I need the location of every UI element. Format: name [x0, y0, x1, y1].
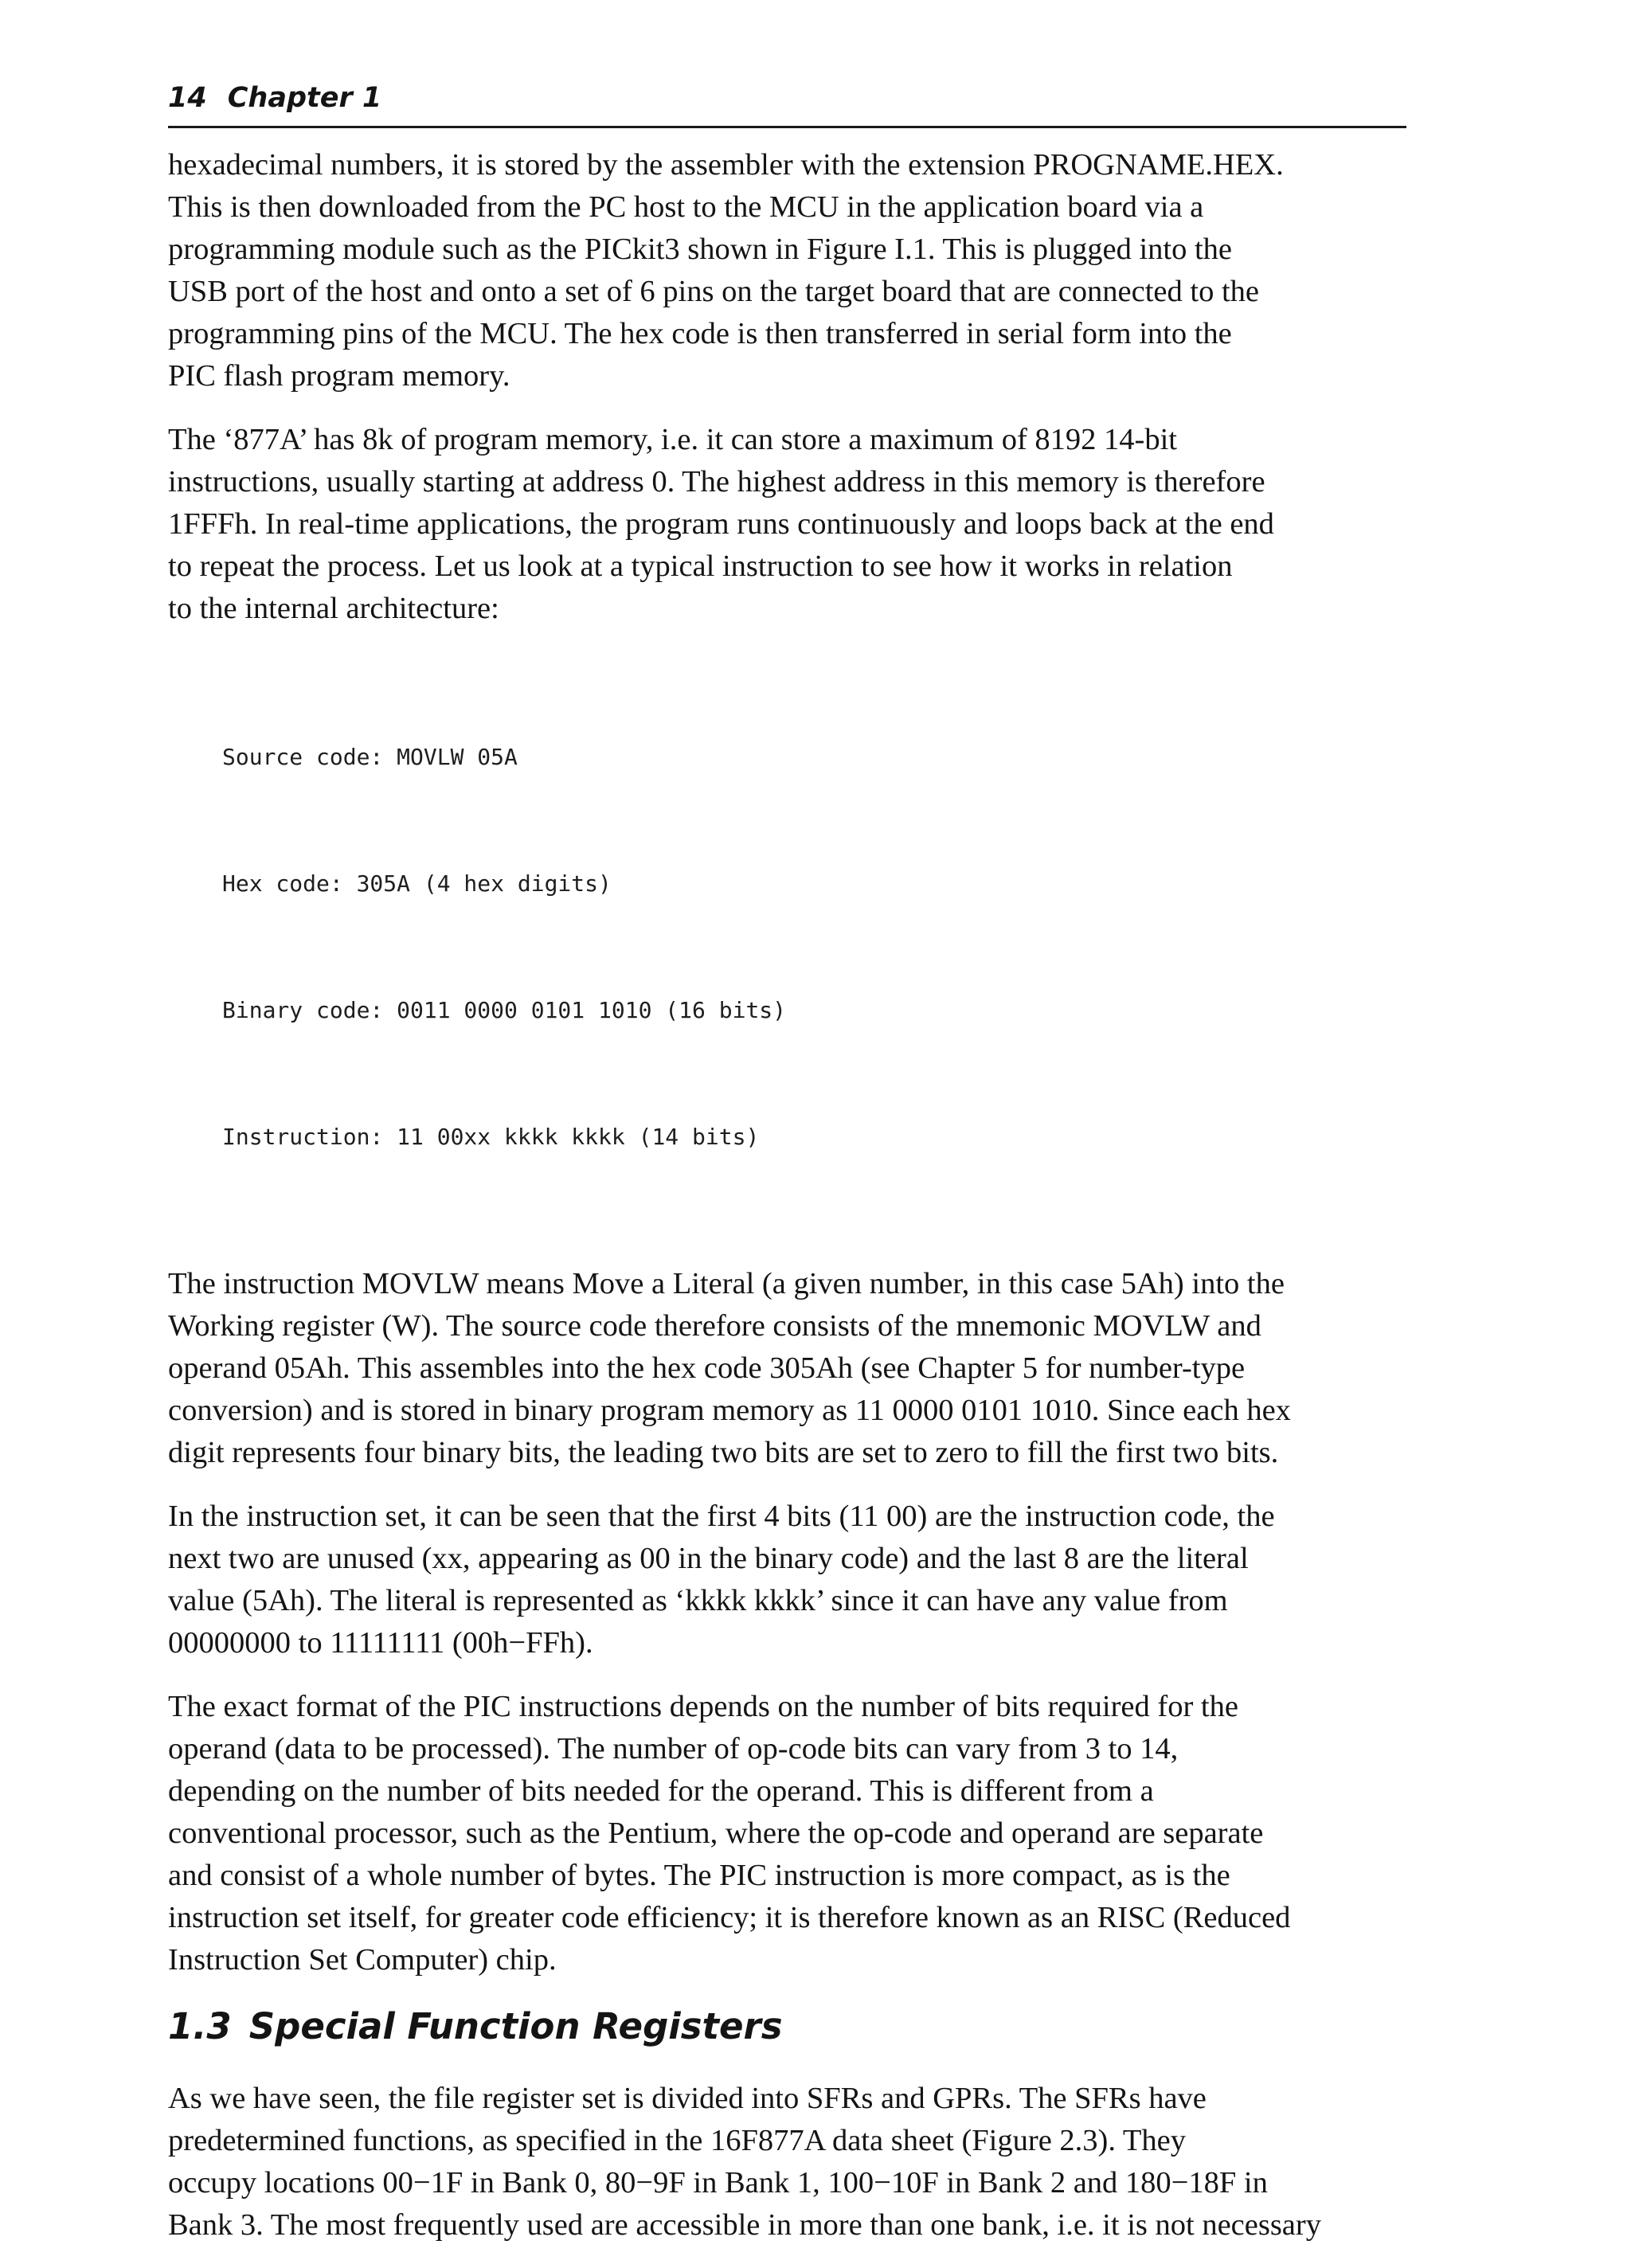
text-line: occupy locations 00−1F in Bank 0, 80−9F in Bank 1, 100−10F in Bank 2 and 180−18F in	[168, 2166, 1268, 2200]
book-page	[168, 80, 1406, 2268]
text-line: USB port of the host and onto a set of 6 pins on the target board that are connected to the	[168, 275, 1259, 308]
section-number: 1.3	[168, 2005, 232, 2047]
text-line: 00000000 to 11111111 (00h−FFh).	[168, 1626, 593, 1660]
chapter-label: Chapter 1	[227, 82, 382, 114]
text-line: next two are unused (xx, appearing as 00 in the binary code) and the last 8 are the literal	[168, 1542, 1249, 1575]
page-body	[168, 144, 1406, 2246]
text-line: predetermined functions, as specified in the 16F877A data sheet (Figure 2.3). They	[168, 2124, 1187, 2157]
code-line-binary: Binary code: 0011 0000 0101 1010 (16 bits)	[222, 997, 787, 1023]
text-line: This is then downloaded from the PC host to the MCU in the application board via a	[168, 190, 1204, 224]
text-line: As we have seen, the file register set is divided into SFRs and GPRs. The SFRs have	[168, 2082, 1207, 2115]
text-line: depending on the number of bits needed for the operand. This is different from a	[168, 1774, 1154, 1808]
text-line: and consist of a whole number of bytes. The PIC instruction is more compact, as is the	[168, 1859, 1230, 1892]
code-line-source: Source code: MOVLW 05A	[222, 744, 518, 770]
text-line: operand (data to be processed). The number of op-code bits can vary from 3 to 14,	[168, 1732, 1179, 1766]
text-line: programming module such as the PICkit3 shown in Figure I.1. This is plugged into the	[168, 233, 1232, 266]
text-line: digit represents four binary bits, the leading two bits are set to zero to fill the first two bits.	[168, 1436, 1279, 1469]
section-heading	[168, 2003, 1406, 2051]
text-line: Working register (W). The source code therefore consists of the mnemonic MOVLW and	[168, 1309, 1261, 1343]
paragraph-instruction-set	[168, 1496, 1406, 1664]
paragraph-program-memory	[168, 419, 1406, 630]
text-line: The ‘877A’ has 8k of program memory, i.e. it can store a maximum of 8192 14-bit	[168, 423, 1177, 456]
paragraph-movlw	[168, 1263, 1406, 1474]
text-line: The exact format of the PIC instructions depends on the number of bits required for the	[168, 1690, 1238, 1723]
text-line: hexadecimal numbers, it is stored by the assembler with the extension PROGNAME.HEX.	[168, 148, 1284, 182]
text-line: to the internal architecture:	[168, 592, 499, 625]
text-line: to repeat the process. Let us look at a typical instruction to see how it works in relation	[168, 549, 1233, 583]
text-line: In the instruction set, it can be seen that the first 4 bits (11 00) are the instruction code, the	[168, 1500, 1275, 1533]
text-line: conversion) and is stored in binary program memory as 11 0000 0101 1010. Since each hex	[168, 1394, 1291, 1427]
text-line: instruction set itself, for greater code efficiency; it is therefore known as an RISC (Reduced	[168, 1901, 1291, 1934]
running-head	[168, 80, 1406, 128]
text-line: instructions, usually starting at address 0. The highest address in this memory is therefore	[168, 465, 1265, 499]
instruction-code-block	[222, 651, 1406, 1242]
paragraph-sfrs	[168, 2078, 1406, 2246]
text-line: 1FFFh. In real-time applications, the program runs continuously and loops back at the end	[168, 507, 1274, 541]
text-line: PIC flash program memory.	[168, 359, 510, 393]
page-number: 14	[168, 82, 207, 114]
text-line: operand 05Ah. This assembles into the hex code 305Ah (see Chapter 5 for number-type	[168, 1351, 1246, 1385]
text-line: programming pins of the MCU. The hex code is then transferred in serial form into the	[168, 317, 1232, 350]
text-line: Instruction Set Computer) chip.	[168, 1943, 557, 1977]
text-line: Bank 3. The most frequently used are accessible in more than one bank, i.e. it is not necessary	[168, 2208, 1321, 2242]
code-line-hex: Hex code: 305A (4 hex digits)	[222, 870, 612, 897]
paragraph-instruction-format	[168, 1686, 1406, 1981]
text-line: conventional processor, such as the Pentium, where the op-code and operand are separate	[168, 1816, 1264, 1850]
code-line-instruction: Instruction: 11 00xx kkkk kkkk (14 bits)	[222, 1124, 760, 1150]
text-line: The instruction MOVLW means Move a Literal (a given number, in this case 5Ah) into the	[168, 1267, 1285, 1300]
section-title: Special Function Registers	[248, 2005, 783, 2047]
text-line: value (5Ah). The literal is represented as ‘kkkk kkkk’ since it can have any value from	[168, 1584, 1228, 1617]
paragraph-hex-download	[168, 144, 1406, 397]
